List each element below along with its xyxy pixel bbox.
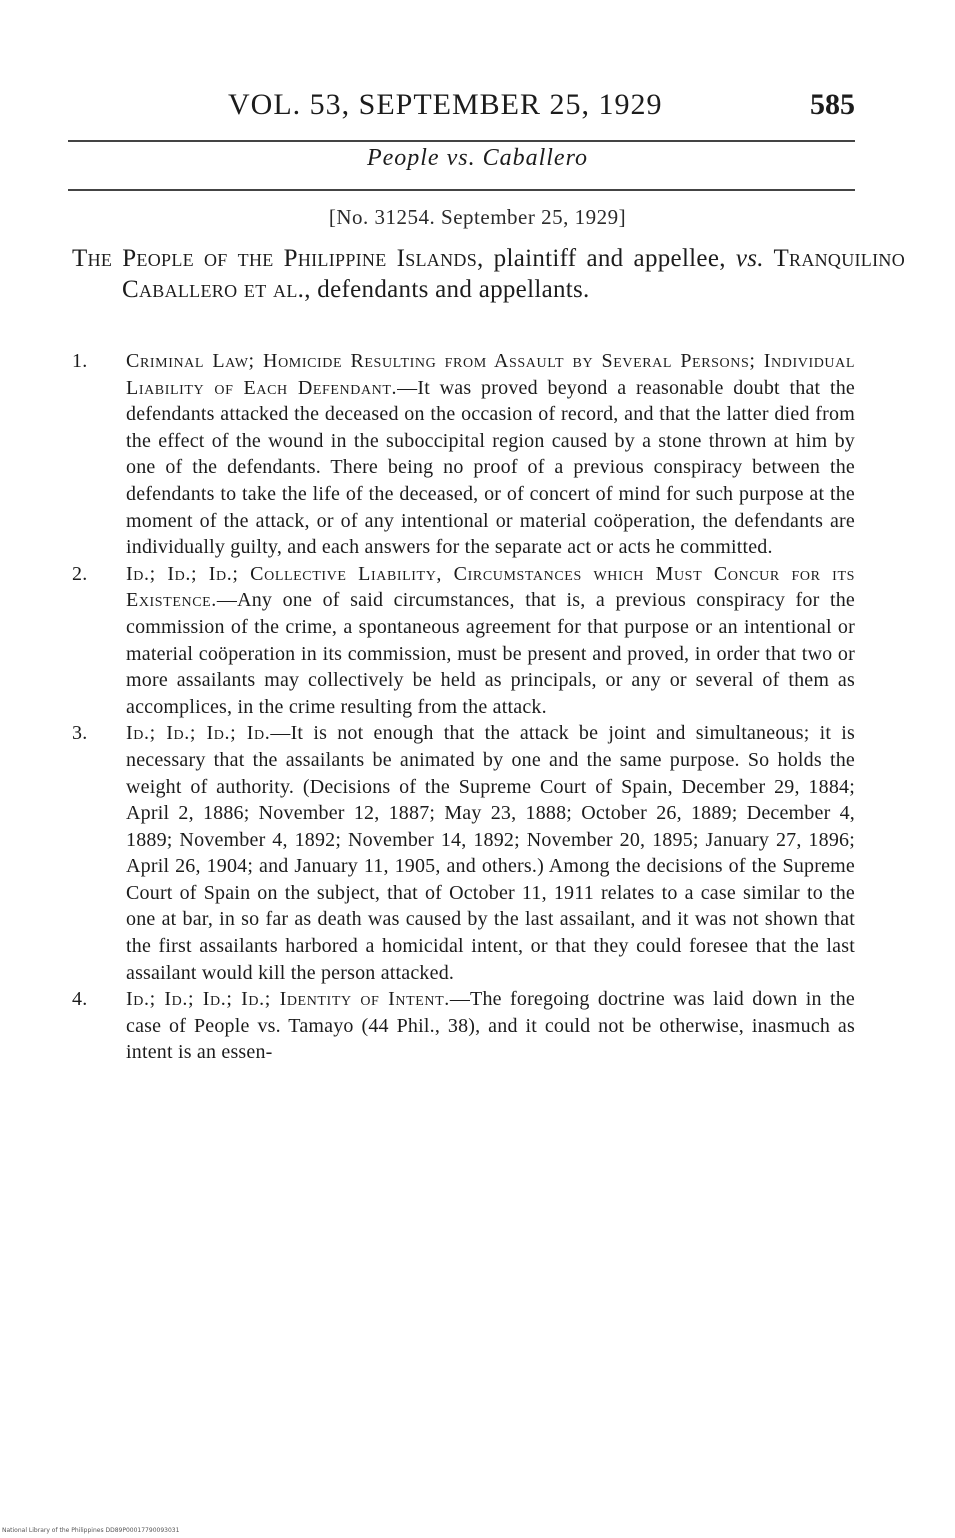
page-number: 585 (810, 88, 855, 121)
defendant-name: Tranquilino Caballero et al. (122, 245, 905, 303)
syllabus-item (72, 348, 855, 561)
syllabus-number: 4. (72, 988, 88, 1011)
syllabus-heading: Id.; Id.; Id.; Id.; Identity of Intent. (126, 988, 450, 1011)
syllabus-text: —The foregoing doctrine was laid down in the case of People vs. Tamayo (44 Phil., 38), and it could not be otherwise, inasmuch as intent is an essen- (126, 988, 856, 1064)
header-rule-bottom (68, 189, 855, 191)
syllabus-text: —It was proved beyond a reasonable doubt that the defendants attacked the deceased on the occasion of record, and that the latter died from the effect of the wound in the suboccipital region caused by a stone thrown at him by one of the defendants. There being no proof of a previous conspiracy between the defendants to take the life of the deceased, or of concert of mind for such purpose at the moment of the attack, or of any intentional or material coöperation, the defendants are individually guilty, and each answers for the separate act or acts he committed. (126, 376, 855, 559)
syllabus-item (72, 986, 855, 1066)
syllabus-item (72, 561, 855, 721)
syllabus (72, 348, 855, 1066)
syllabus-heading: Id.; Id.; Id.; Id. (126, 722, 271, 745)
syllabus-number: 1. (72, 350, 88, 372)
running-head (70, 88, 855, 132)
case-parties (72, 243, 905, 305)
volume-line: VOL. 53, SEPTEMBER 25, 1929 (228, 88, 663, 121)
case-short-title: People vs. Caballero (366, 145, 589, 171)
syllabus-text: —It is not enough that the attack be joint and simultaneous; it is necessary that the assailants be animated by one and the same purpose. So holds the weight of authority. (Decisions of the Supreme Court of Spain, December 29, 1884; April 2, 1886; November 12, 1887; May 23, 1888; October 26, 1889; December 4, 1889; November 4, 1892; November 14, 1892; November 20, 1895; January 27, 1896; April 26, 1904; and January 11, 1905, and others.) Among the decisions of the Supreme Court of Spain on the subject, that of October 11, 1911 relates to a case similar to the one at bar, in so far as death was caused by the last assailant, and it was not shown that the first assailants harbored a homicidal intent, or that they could foresee that the last assailant would kill the person attacked. (126, 722, 855, 984)
syllabus-number: 2. (72, 562, 88, 585)
plaintiff-role: , plaintiff and appellee, (477, 245, 736, 272)
versus: vs. (735, 245, 764, 272)
header-rule-top (68, 140, 855, 142)
footer-stamp: National Library of the Philippines DD89P00017790093031 (2, 1527, 180, 1534)
syllabus-number: 3. (72, 722, 88, 745)
syllabus-heading: Criminal Law; Homicide Resulting from Assault by Several Persons; Individual Liability of Each Defendant. (126, 350, 855, 399)
plaintiff-name: The People of the Philippine Islands (72, 245, 478, 272)
syllabus-item (72, 720, 855, 986)
defendant-role: , defendants and appellants. (304, 276, 590, 303)
docket-line: [No. 31254. September 25, 1929] (328, 205, 627, 229)
syllabus-text: —Any one of said circumstances, that is, a previous conspiracy for the commission of the crime, a spontaneous agreement for that purpose or an intentional or material coöperation in its commission, must be present and proved, in order that two or more assailants may collectively be held as principals, or any or several of them as accomplices, in the crime resulting from the attack. (126, 589, 855, 718)
syllabus-heading: Id.; Id.; Id.; Collective Liability, Circumstances which Must Concur for its Existence. (126, 562, 855, 612)
